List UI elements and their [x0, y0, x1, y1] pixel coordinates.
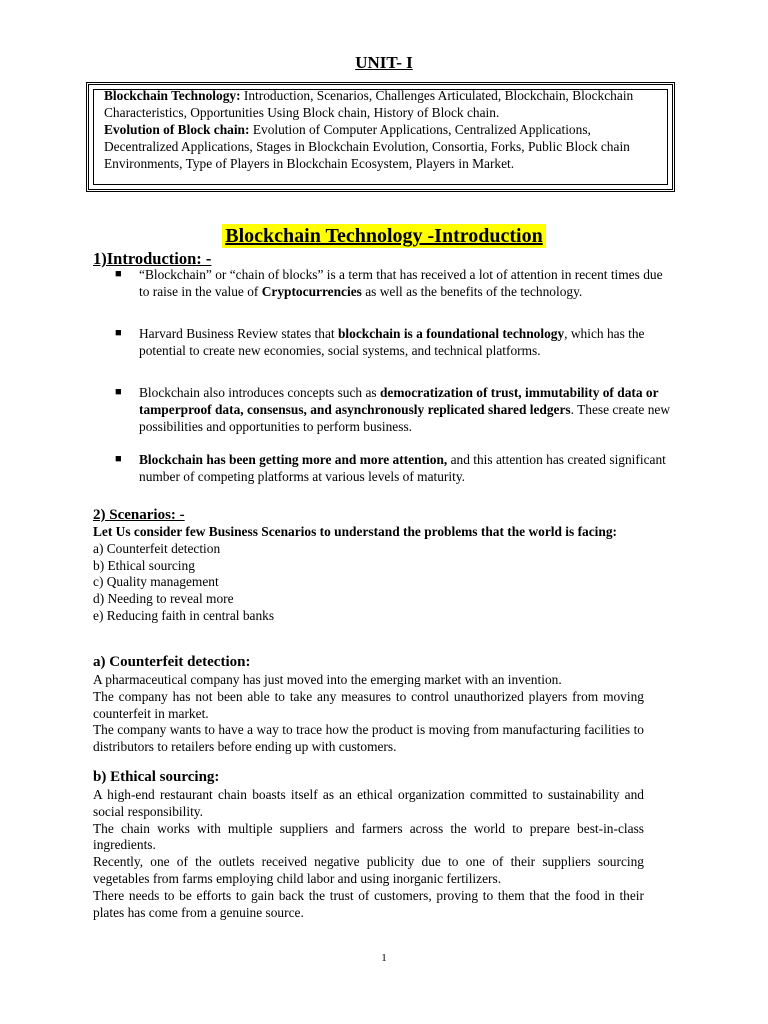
unit-title: UNIT- I [355, 53, 413, 72]
bullet-bold-part: democratization of trust, immutability of data or tamperproof data, consensus, and asynchronously replicated shared ledgers [139, 385, 659, 417]
syllabus-topic-1-title: Blockchain Technology: [104, 88, 241, 103]
scenario-item: d) Needing to reveal more [93, 591, 234, 607]
counterfeit-body [93, 672, 644, 756]
scenario-item: b) Ethical sourcing [93, 557, 195, 573]
bullet-bold-part: Blockchain has been getting more and more attention, [139, 452, 448, 467]
main-title: Blockchain Technology -Introduction [222, 224, 545, 248]
page-number: 1 [381, 952, 387, 964]
main-title-wrap [0, 224, 768, 248]
syllabus-topic-2-title: Evolution of Block chain: [104, 121, 250, 137]
counterfeit-paragraph-2: The company has not been able to take any measures to control unauthorized players from moving counterfeit in market. [93, 688, 644, 721]
bullet-text-part: , which has the potential to create new economies, social systems, and technical platforms. [139, 326, 645, 358]
counterfeit-paragraph-1: A pharmaceutical company has just moved into the emerging market with an invention. [93, 672, 562, 687]
bullet-bold-part: blockchain is a foundational technology [337, 326, 565, 341]
bullet-text [139, 266, 675, 300]
scenarios-block [93, 524, 644, 625]
ethical-paragraph-3: Recently, one of the outlets received negative publicity due to one of their suppliers sourcing vegetables from farms employing child labor and using inorganic fertilizers. [93, 854, 644, 886]
ethical-heading: b) Ethical sourcing: [93, 769, 220, 785]
bullet-text-part: . These create new possibilities and opportunities to perform business. [139, 402, 671, 434]
bullet-marker: ■ [115, 268, 122, 280]
scenarios-lead: Let Us consider few Business Scenarios to understand the problems that the world is facing: [93, 524, 617, 539]
bullet-marker: ■ [115, 453, 122, 465]
bullet-bold-part: Cryptocurrencies [261, 284, 362, 299]
scenario-item: a) Counterfeit detection [93, 540, 221, 556]
counterfeit-heading: a) Counterfeit detection: [93, 654, 251, 670]
ethical-paragraph-1: A high-end restaurant chain boasts itself as an ethical organization committed to sustainability and social responsibility. [93, 787, 644, 819]
bullet-text-part: “Blockchain” or “chain of blocks” is a term that has received a lot of attention in recent times due to raise in the value of [139, 267, 663, 299]
ethical-paragraph-2: The chain works with multiple suppliers and farmers across the world to prepare best-in-class ingredients. [93, 820, 644, 853]
bullet-text [139, 384, 675, 435]
scenario-item: c) Quality management [93, 574, 219, 590]
syllabus-text [104, 88, 659, 173]
bullet-marker: ■ [115, 327, 122, 339]
bullet-text [139, 451, 675, 485]
syllabus-topic-2-desc: Evolution of Computer Applications, Centralized Applications, Decentralized Applications, Stages in Blockchain Evolution, Consortia, Forks, Public Block chain Environments, Type of Players in Blockchain Ecosystem, Players in Market. [104, 121, 630, 171]
bullet-text-part: Blockchain also introduces concepts such as [139, 385, 380, 400]
ethical-body [93, 787, 644, 921]
bullet-text-part: and this attention has created significant number of competing platforms at various levels of maturity. [139, 452, 666, 484]
scenarios-heading: 2) Scenarios: - [93, 507, 185, 523]
ethical-paragraph-4: There needs to be efforts to gain back the trust of customers, proving to them that the food in their plates has come from a genuine source. [93, 887, 644, 920]
scenario-item: e) Reducing faith in central banks [93, 607, 275, 623]
intro-heading: 1)Introduction: - [93, 249, 212, 268]
counterfeit-paragraph-3: The company wants to have a way to trace how the product is moving from manufacturing facilities to distributors to retailers before ending up with customers. [93, 722, 644, 755]
syllabus-topic-1-desc: Introduction, Scenarios, Challenges Articulated, Blockchain, Blockchain Characteristics, Opportunities Using Block chain, History of Block chain. [104, 88, 634, 120]
bullet-text-part: as well as the benefits of the technology. [361, 284, 583, 299]
bullet-marker: ■ [115, 386, 122, 398]
bullet-text [139, 325, 675, 359]
bullet-text-part: Harvard Business Review states that [139, 326, 338, 341]
